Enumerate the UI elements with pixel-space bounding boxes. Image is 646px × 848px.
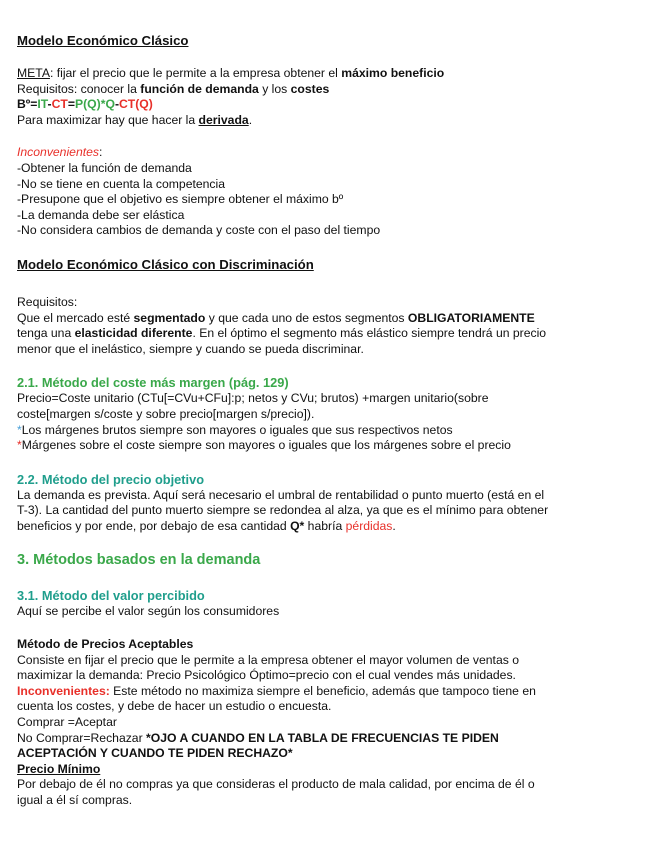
po-bold-q: Q* (290, 518, 305, 533)
section-title-coste-margen: 2.1. Método del coste más margen (pág. 129) (17, 375, 289, 391)
formula-b: Bº= (17, 97, 38, 112)
pa-ojo-warning: *OJO A CUANDO EN LA TABLA DE FRECUENCIAS TE PIDEN (146, 730, 499, 745)
formula-pq: P(Q)*Q (74, 97, 115, 112)
section-title-precios-aceptables: Método de Precios Aceptables (17, 637, 194, 652)
pa-line-6 (17, 731, 629, 747)
section-title-clasico: Modelo Económico Clásico (17, 33, 189, 48)
po-text-a: beneficios y por ende, por debajo de esa cantidad (17, 518, 291, 533)
pa-line-1: Consiste en fijar el precio que le permite a la empresa obtener el mayor volumen de ventas o (17, 652, 519, 667)
disc-text-4: . En el óptimo el segmento más elástico siempre tendrá un precio (192, 326, 547, 341)
blue-asterisk-icon: * (17, 422, 22, 437)
po-text-e: . (392, 518, 396, 533)
disc-line-1 (17, 311, 629, 327)
inconvenientes-heading (17, 145, 629, 161)
disc-line-3: menor que el inelástico, siempre y cuando se pueda discriminar. (17, 341, 364, 356)
formula-ct: CT (51, 97, 68, 112)
pa-line-7: ACEPTACIÓN Y CUANDO TE PIDEN RECHAZO* (17, 746, 293, 761)
req-and: y los (258, 81, 291, 96)
section-title-discriminacion: Modelo Económico Clásico con Discriminación (17, 256, 314, 272)
meta-line (17, 66, 629, 82)
req-bold-demanda: función de demanda (140, 81, 259, 96)
valor-percibido-line: Aquí se percibe el valor según los consumidores (17, 604, 280, 619)
pa-line-2: maximizar la demanda: Precio Psicológico Óptimo=precio con el cual vendes más unidades. (17, 668, 516, 683)
formula-eq: = (67, 97, 75, 112)
requisitos-line (17, 82, 629, 98)
precio-objetivo-line-1: La demanda es prevista. Aquí será necesario el umbral de rentabilidad o punto muerto (está en el (17, 487, 545, 502)
inconvenientes-title: Inconvenientes (17, 145, 99, 160)
note-red (17, 438, 629, 454)
derivada-link[interactable]: derivada (198, 112, 249, 127)
note-blue (17, 423, 629, 439)
po-text-c: habría (304, 518, 346, 533)
section-title-demanda: 3. Métodos basados en la demanda (17, 552, 261, 569)
maximizar-line (17, 113, 629, 129)
list-item: -No considera cambios de demanda y coste con el paso del tiempo (17, 223, 381, 238)
section-title-valor-percibido: 3.1. Método del valor percibido (17, 588, 205, 604)
precio-minimo-title: Precio Mínimo (17, 761, 101, 776)
pa-line-8: Por debajo de él no compras ya que consideras el producto de mala calidad, por encima de él o (17, 777, 535, 792)
pa-line-4: cuenta los costes, y debe de hacer un estudio o encuesta. (17, 699, 332, 714)
precio-objetivo-line-2: T-3). La cantidad del punto muerto siempre se redondea al alza, ya que es el mínimo para obtener (17, 503, 549, 518)
max-end: . (248, 112, 253, 127)
disc-text-3: tenga una (17, 326, 75, 341)
meta-label: META (17, 66, 50, 80)
pa-line-3 (17, 684, 629, 700)
req-bold-costes: costes (290, 81, 330, 96)
list-item: -No se tiene en cuenta la competencia (17, 176, 225, 191)
po-perdidas: pérdidas (345, 518, 393, 533)
coste-margen-line-1: Precio=Coste unitario (CTu[=CVu+CFu]:p; netos y CVu; brutos) +margen unitario(sobre (17, 391, 489, 406)
section-title-precio-objetivo: 2.2. Método del precio objetivo (17, 471, 205, 487)
list-item: -La demanda debe ser elástica (17, 207, 185, 222)
meta-bold: máximo beneficio (341, 66, 445, 80)
req-text: Requisitos: conocer la (17, 81, 141, 96)
pa-no-comprar: No Comprar=Rechazar (17, 730, 147, 745)
disc-bold-segmentado: segmentado (133, 310, 206, 325)
coste-margen-line-2: coste[margen s/coste y sobre precio[margen s/precio]). (17, 406, 315, 421)
disc-bold-elasticidad: elasticidad diferente (74, 326, 193, 341)
disc-text-1: Que el mercado esté (17, 310, 134, 325)
pa-line-9: igual a él sí compras. (17, 793, 133, 807)
formula-ctq: CT(Q) (119, 97, 153, 112)
formula-dash2: - (114, 97, 119, 112)
list-item: -Presupone que el objetivo es siempre obtener el máximo bº (17, 192, 344, 207)
formula-dash1: - (47, 97, 52, 112)
disc-text-2: y que cada uno de estos segmentos (205, 310, 408, 325)
pa-inconvenientes: Inconvenientes: (17, 683, 110, 698)
inconvenientes-colon: : (99, 145, 103, 160)
max-text: Para maximizar hay que hacer la (17, 112, 199, 127)
note-text-1: Los márgenes brutos siempre son mayores o iguales que sus respectivos netos (21, 422, 453, 437)
requisitos-label: Requisitos: (17, 294, 78, 309)
note-text-2: Márgenes sobre el coste siempre son mayores o iguales que los márgenes sobre el precio (21, 438, 511, 453)
pa-line-5: Comprar =Aceptar (17, 715, 117, 730)
pa-text-3: Este método no maximiza siempre el beneficio, además que tampoco tiene en (109, 683, 536, 698)
disc-bold-obligatoriamente: OBLIGATORIAMENTE (407, 310, 535, 325)
disc-line-2 (17, 326, 629, 342)
red-asterisk-icon: * (17, 438, 22, 453)
meta-text: : fijar el precio que le permite a la empresa obtener el (49, 66, 342, 80)
formula-line (17, 97, 629, 113)
list-item: -Obtener la función de demanda (17, 160, 192, 175)
formula-it: IT (37, 97, 48, 112)
document-page (17, 32, 629, 809)
precio-objetivo-line-3 (17, 519, 629, 535)
